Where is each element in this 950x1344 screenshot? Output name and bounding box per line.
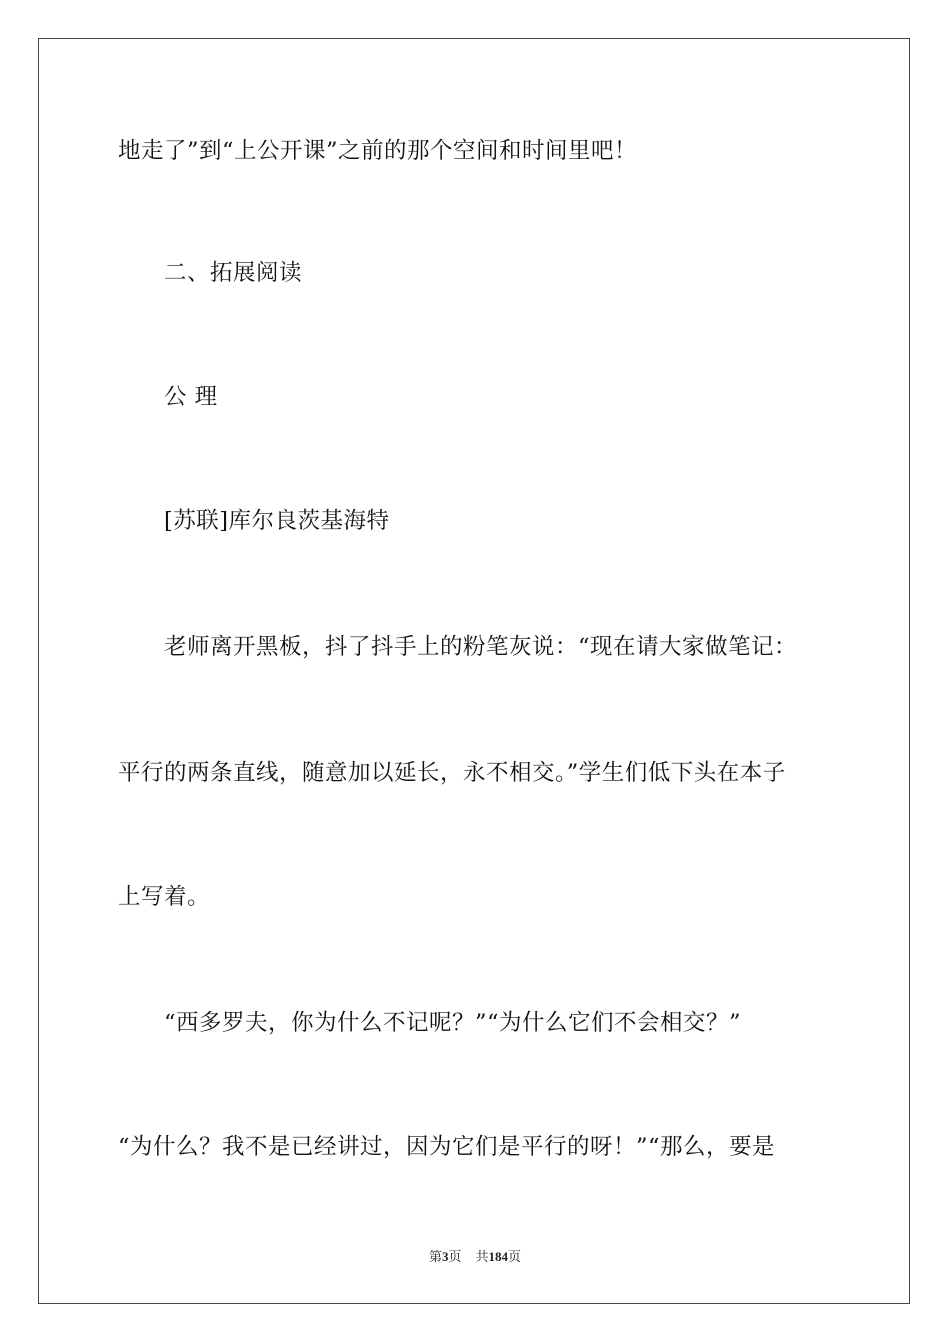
total-suffix: 页	[508, 1249, 522, 1264]
page-suffix: 页	[448, 1249, 462, 1264]
text-line-1: 地走了”到“上公开课”之前的那个空间和时间里吧！	[118, 138, 638, 164]
article-author: [苏联]库尔良茨基海特	[164, 508, 390, 534]
paragraph-3-line-1: “为什么？我不是已经讲过，因为它们是平行的呀！”“那么，要是	[118, 1134, 776, 1160]
page-footer	[0, 1248, 950, 1266]
total-pages: 184	[488, 1249, 509, 1264]
paragraph-1-line-1: 老师离开黑板，抖了抖手上的粉笔灰说：“现在请大家做笔记：	[164, 634, 798, 660]
page-border	[38, 38, 910, 1304]
section-heading: 二、拓展阅读	[164, 260, 303, 286]
paragraph-2-line-1: “西多罗夫，你为什么不记呢？”“为什么它们不会相交？”	[164, 1010, 742, 1036]
page-number: 3	[441, 1249, 449, 1264]
page-prefix: 第	[428, 1249, 442, 1264]
paragraph-1-line-3: 上写着。	[118, 884, 211, 910]
total-prefix: 共	[475, 1249, 489, 1264]
paragraph-1-line-2: 平行的两条直线，随意加以延长，永不相交。”学生们低下头在本子	[118, 760, 786, 786]
article-title: 公 理	[164, 384, 218, 410]
